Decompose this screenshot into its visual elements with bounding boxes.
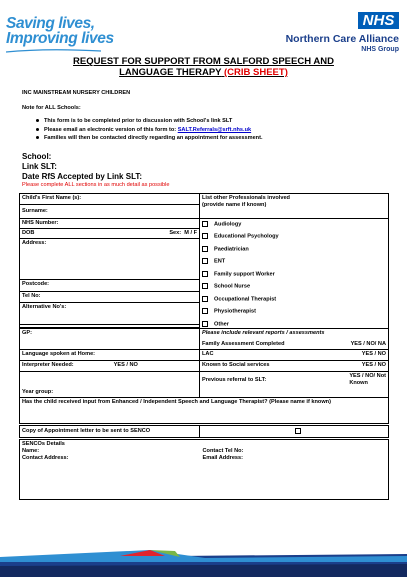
professional-item-2[interactable] — [200, 241, 388, 253]
professional-item-1[interactable] — [200, 228, 388, 240]
footer-decoration-icon — [0, 548, 407, 577]
professional-label: ENT — [214, 258, 226, 265]
logo-swoosh-icon — [6, 49, 101, 53]
professionals-list — [200, 219, 389, 329]
instruction-text: Please complete ALL sections in as much detail as possible — [22, 182, 170, 188]
social-options: YES / NO — [361, 362, 386, 369]
fac-label: Family Assessment Completed — [202, 341, 285, 348]
first-name-field[interactable] — [20, 194, 200, 205]
professional-label: Paediatrician — [214, 246, 249, 253]
enhanced-label: Has the child received input from Enhanced / Independent Speech and Language Therapist? (Please name if known) — [22, 399, 331, 406]
referral-form-table — [19, 193, 389, 500]
form-title-text: LANGUAGE THERAPY — [119, 67, 222, 78]
logo-line-1: Saving lives, — [6, 15, 95, 32]
checkbox-icon[interactable] — [202, 271, 208, 277]
enhanced-slt-field[interactable] — [20, 398, 389, 424]
alt-label: Alternative No's: — [22, 303, 67, 310]
bullet-icon — [36, 136, 39, 139]
nhs-number-field[interactable] — [20, 219, 200, 229]
senco-row-1 — [22, 448, 386, 455]
checkbox-icon[interactable] — [202, 296, 208, 302]
alt-number-field[interactable] — [20, 302, 200, 324]
address-field[interactable] — [20, 239, 200, 280]
link-slt-field: Link SLT: — [22, 162, 57, 171]
include-reports-note — [200, 329, 389, 350]
professional-label: Other — [214, 321, 229, 328]
senco-details[interactable] — [20, 440, 389, 500]
nhs-label: NHS Number: — [22, 220, 59, 226]
professional-item-7[interactable] — [200, 303, 388, 315]
bullet-1-text: This form is to be completed prior to discussion with School's link SLT — [44, 118, 233, 124]
org-name: Northern Care Alliance — [285, 33, 399, 45]
language-label: Language spoken at Home: — [22, 351, 96, 358]
professional-item-3[interactable] — [200, 253, 388, 265]
lac-options: YES / NO — [361, 351, 386, 358]
social-label: Known to Social services — [202, 362, 270, 369]
checkbox-icon[interactable] — [295, 428, 301, 434]
senco-tel-label: Contact Tel No: — [202, 448, 244, 455]
professional-label: Family support Worker — [214, 271, 275, 278]
checkbox-icon[interactable] — [202, 321, 208, 327]
sex-label: Sex: — [169, 230, 182, 237]
social-services-field[interactable] — [200, 361, 389, 372]
other-prof-sublabel: (provide name if known) — [202, 202, 267, 208]
dob-label: DOB — [22, 230, 35, 237]
postcode-label: Postcode: — [22, 281, 50, 288]
email-link[interactable]: SALT.Referrals@srft.nhs.uk — [177, 127, 252, 133]
checkbox-icon[interactable] — [202, 308, 208, 314]
interpreter-options: YES / NO — [113, 362, 138, 369]
nhs-logo: NHS — [358, 12, 399, 29]
bullet-icon — [36, 128, 39, 131]
sex-options: M / F — [184, 230, 197, 237]
professional-item-6[interactable] — [200, 291, 388, 303]
checkbox-icon[interactable] — [202, 283, 208, 289]
professional-item-0[interactable] — [200, 219, 388, 228]
surname-label: Surname: — [22, 208, 48, 214]
professional-item-4[interactable] — [200, 266, 388, 278]
form-title-line-2 — [0, 67, 407, 78]
year-group-field[interactable] — [20, 372, 200, 398]
bullet-3-text: Families will then be contacted directly regarding an appointment for assessment. — [44, 135, 263, 141]
fac-options[interactable]: YES / NO/ NA — [350, 341, 386, 348]
crib-sheet-label: (CRIB SHEET) — [224, 67, 288, 78]
bullet-3 — [36, 135, 263, 142]
professional-label: Occupational Therapist — [214, 296, 277, 303]
copy-appointment-field — [20, 426, 200, 438]
org-subname: NHS Group — [361, 46, 399, 53]
professional-label: Physiotherapist — [214, 308, 256, 315]
dob-sex-field[interactable] — [20, 229, 200, 239]
gp-field[interactable] — [20, 329, 200, 350]
postcode-field[interactable] — [20, 280, 200, 291]
logo-line-2: Improving lives — [6, 30, 114, 47]
senco-email-label: Email Address: — [202, 455, 244, 462]
saving-lives-logo — [6, 16, 114, 46]
bullet-2-text: Please email an electronic version of this form to: — [44, 127, 177, 133]
include-reports-text: Please include relevant reports / assessments — [202, 330, 325, 337]
professional-label: Educational Psychology — [214, 233, 279, 240]
senco-name-label: Name: — [22, 448, 40, 455]
professional-label: Audiology — [214, 221, 242, 228]
language-field[interactable] — [20, 350, 200, 361]
copy-appointment-checkbox-cell[interactable] — [200, 426, 389, 438]
lac-field[interactable] — [200, 350, 389, 361]
senco-address-label: Contact Address: — [22, 455, 69, 462]
checkbox-icon[interactable] — [202, 233, 208, 239]
gp-label: GP: — [22, 330, 32, 337]
note-heading: Note for ALL Schools: — [22, 105, 81, 111]
bullet-icon — [36, 119, 39, 122]
form-title-line-1: REQUEST FOR SUPPORT FROM SALFORD SPEECH AND — [73, 56, 334, 67]
senco-row-2 — [22, 455, 386, 462]
tel-label: Tel No: — [22, 292, 41, 299]
surname-field[interactable] — [20, 205, 200, 219]
interpreter-label: Interpreter Needed: — [22, 362, 74, 369]
bullet-1 — [36, 118, 232, 125]
first-name-label: Child's First Name (s): — [22, 195, 82, 201]
address-label: Address: — [22, 240, 47, 247]
professional-label: School Nurse — [214, 283, 251, 290]
inc-nursery-note: INC MAINSTREAM NURSERY CHILDREN — [22, 90, 131, 96]
other-prof-label: List other Professionals involved — [202, 195, 290, 201]
senco-heading: SENCOs Details — [22, 441, 65, 448]
date-accepted-field: Date RfS Accepted by Link SLT: — [22, 172, 143, 181]
checkbox-icon[interactable] — [202, 258, 208, 264]
previous-referral-field[interactable] — [200, 372, 389, 398]
previous-options-1: YES / NO/ Not — [349, 373, 386, 380]
interpreter-field[interactable] — [20, 361, 200, 372]
copy-label: Copy of Appointment letter to be sent to SENCO — [22, 428, 151, 435]
lac-label: LAC — [202, 351, 214, 358]
professional-item-8[interactable] — [200, 316, 388, 328]
tel-field[interactable] — [20, 291, 200, 302]
school-field: School: — [22, 152, 52, 161]
year-label: Year group: — [22, 389, 54, 396]
bullet-2 — [36, 127, 251, 134]
checkbox-icon[interactable] — [202, 221, 208, 227]
checkbox-icon[interactable] — [202, 246, 208, 252]
other-professionals-header — [200, 194, 389, 219]
professional-item-5[interactable] — [200, 278, 388, 290]
previous-options-2: Known — [349, 380, 368, 387]
previous-label: Previous referral to SLT: — [202, 377, 267, 384]
